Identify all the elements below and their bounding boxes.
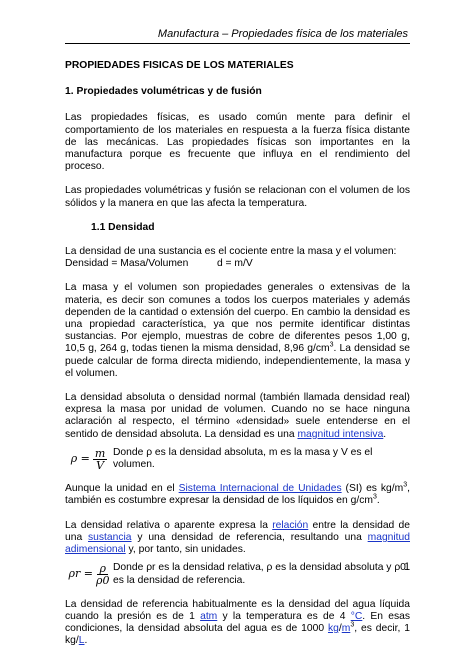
document-body xyxy=(65,60,410,660)
page-number: 1 xyxy=(404,561,411,573)
link-sustancia[interactable]: sustancia xyxy=(88,531,132,543)
subsection-heading: 1.1 Densidad xyxy=(91,221,155,233)
formula-explanation: Donde ρ es la densidad absoluta, m es la masa y V es el volumen. xyxy=(113,446,373,471)
formula-explanation: Donde ρr es la densidad relativa, ρ es la densidad absoluta y ρ0 es la densidad de referencia. xyxy=(113,562,406,586)
paragraph-reference-density: La densidad de referencia habitualmente es la densidad del agua líquida cuando la presión es de 1 atm y la temperatura es de 4 °C. En esas condiciones, la densidad absoluta del agua es de 1000 $kg/m^3$, es decir, 1 kg/L. xyxy=(65,598,410,647)
link-magnitud-intensiva[interactable]: magnitud intensiva xyxy=(297,428,384,440)
paragraph-absolute-density: La densidad absoluta o densidad normal (también llamada densidad real) expresa la masa por unidad de volumen. Cuando no se hace ninguna aclaración al respecto, el término «densidad» suele entenderse en el sentido de densidad absoluta. La densidad es una magnitud intensiva. xyxy=(65,392,410,440)
section-heading: 1. Propiedades volumétricas y de fusión xyxy=(65,86,262,98)
density-definition: La densidad de una sustancia es el cociente entre la masa y el volumen: xyxy=(65,246,397,258)
link-litro[interactable]: L xyxy=(78,635,85,647)
formula-relative-density xyxy=(65,562,410,586)
paragraph-mass-volume: La masa y el volumen son propiedades generales o extensivas de la materia, es decir son comunes a todos los cuerpos materiales y además dependen de la cantidad o extensión del cuerpo. En cambio la densidad es una propiedad característica, ya que nos permite identificar distintas sustancias. Por ejemplo, muestras de cobre de diferentes pesos 1,00 g, 10,5 g, 264 g, todas tienen la misma densidad, 8,96 $g/cm^3$. La densidad se puede calcular de forma directa midiendo, independientemente, la masa y el volumen. xyxy=(65,282,410,379)
formula-math: ρ = $\frac{m}{V}$ xyxy=(70,446,106,472)
link-celsius[interactable]: °C xyxy=(350,610,363,622)
formula-absolute-density xyxy=(65,447,410,471)
paragraph-units: Aunque la unidad en el Sistema Internacional de Unidades (SI) es $kg/m^3$, también es costumbre expresar la densidad de los líquidos en $g/cm^3$. xyxy=(65,481,410,507)
link-atm[interactable]: atm xyxy=(200,610,218,622)
link-m[interactable]: m xyxy=(341,623,351,635)
link-kg[interactable]: kg xyxy=(327,623,339,635)
running-header: Manufactura – Propiedades física de los materiales xyxy=(157,28,408,40)
link-sistema-internacional[interactable]: Sistema Internacional de Unidades xyxy=(178,483,342,495)
formula-math: ρr = $\frac{\rho}{\rho 0}$ xyxy=(68,562,110,587)
paragraph-volumetric: Las propiedades volumétricas y fusión se relacionan con el volumen de los sólidos y la manera en que las afecta la temperatura. xyxy=(65,185,410,209)
density-formula-line: Densidad = Masa/Volumen d = m/V xyxy=(65,258,253,270)
document-title: PROPIEDADES FISICAS DE LOS MATERIALES xyxy=(65,60,294,71)
paragraph-physical-properties: Las propiedades físicas, es usado común mente para definir el comportamiento de los materiales en respuesta a la fuerza física distante de las mecánicas. Las propiedades físicas son importantes en la manufactura porque es frecuente que influya en el rendimiento del proceso. xyxy=(65,112,410,173)
link-relacion[interactable]: relación xyxy=(272,519,309,531)
link-magnitud-adimensional[interactable]: magnitud adimensional xyxy=(65,531,410,556)
paragraph-relative-density: La densidad relativa o aparente expresa la relación entre la densidad de una sustancia y una densidad de referencia, resultando una magnitud adimensional y, por tanto, sin unidades. xyxy=(65,519,410,556)
header-rule xyxy=(65,43,410,44)
